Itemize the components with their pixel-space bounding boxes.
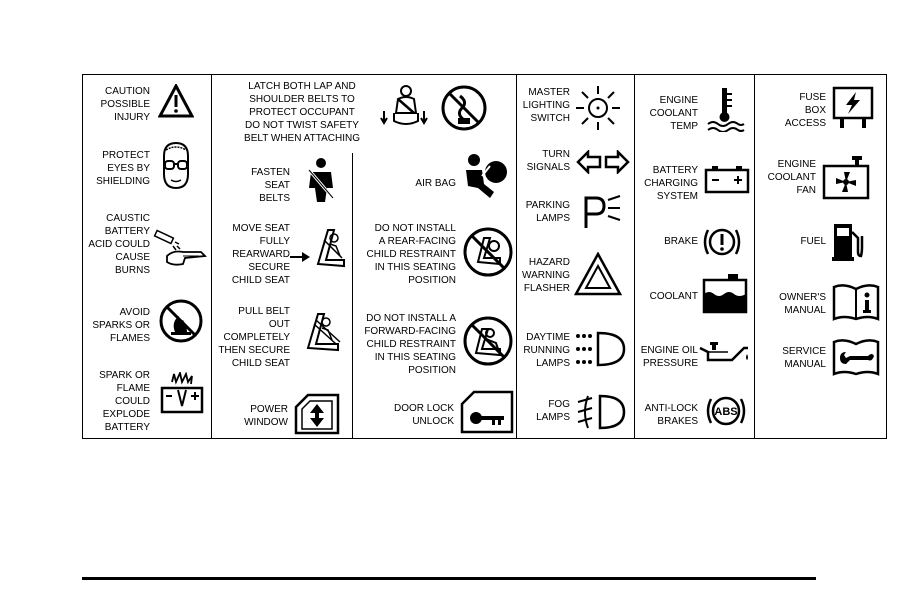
- airbag-icon: [460, 152, 512, 200]
- no-forward-child-seat-icon: [462, 315, 514, 367]
- airbag-row: [400, 177, 456, 190]
- airbag-label: AIR BAG: [415, 178, 456, 189]
- parking-lamps-icon: [582, 194, 622, 230]
- no-twist-belt-icon: [440, 84, 488, 132]
- fuse-box-icon: [830, 86, 876, 130]
- pull-belt-row: [214, 305, 290, 370]
- lighting-switch-icon: [574, 84, 622, 132]
- acid-hand-icon: [153, 226, 209, 270]
- rear-facing-label: DO NOT INSTALL A REAR-FACING CHILD RESTRAINT IN THIS SEATING POSITION: [366, 223, 456, 286]
- seatbelt-icon: [297, 156, 343, 206]
- owners-manual-label: OWNER'S MANUAL: [779, 292, 826, 316]
- fog-lamps-row: [520, 398, 570, 424]
- coolant-temp-label: ENGINE COOLANT TEMP: [649, 95, 698, 132]
- power-window-row: [228, 403, 288, 429]
- fasten-belts-label: FASTEN SEAT BELTS: [251, 167, 290, 204]
- coolant-label: COOLANT: [649, 291, 698, 302]
- battery-row: [640, 164, 698, 203]
- caustic-label: CAUSTIC BATTERY ACID COULD CAUSE BURNS: [88, 213, 150, 276]
- service-manual-label: SERVICE MANUAL: [782, 346, 826, 370]
- latch-belts-row: [240, 80, 364, 145]
- master-lighting-label: MASTER LIGHTING SWITCH: [522, 87, 570, 124]
- turn-signals-label: TURN SIGNALS: [526, 149, 570, 173]
- brake-warning-icon: [700, 225, 744, 259]
- child-seat-rearward-icon: [288, 224, 350, 270]
- parking-lamps-row: [520, 199, 570, 225]
- hazard-label: HAZARD WARNING FLASHER: [522, 257, 570, 294]
- fuel-pump-icon: [832, 222, 864, 262]
- column-divider: [352, 153, 353, 439]
- coolant-fan-label: ENGINE COOLANT FAN: [767, 159, 816, 196]
- owners-manual-row: [770, 291, 826, 317]
- brake-label: BRAKE: [664, 236, 698, 247]
- service-manual-row: [770, 345, 826, 371]
- turn-arrows-icon: [576, 150, 630, 174]
- coolant-fan-icon: [822, 154, 872, 200]
- latch-belts-label: LATCH BOTH LAP AND SHOULDER BELTS TO PROTECT OCCUPANT DO NOT TWIST SAFETY BELT WHEN ATTACHING: [244, 81, 360, 144]
- fog-lamps-icon: [576, 394, 626, 430]
- column-divider: [516, 74, 517, 439]
- drl-label: DAYTIME RUNNING LAMPS: [523, 332, 570, 369]
- column-divider: [754, 74, 755, 439]
- turn-signals-row: [520, 148, 570, 174]
- battery-explosion-icon: [158, 372, 206, 416]
- fuel-label: FUEL: [800, 236, 826, 247]
- brake-row: [640, 235, 698, 248]
- fuel-row: [780, 235, 826, 248]
- explode-row: [86, 369, 150, 434]
- fuse-box-row: [770, 91, 826, 130]
- coolant-temp-icon: [704, 86, 746, 132]
- caution-row: [86, 85, 150, 124]
- fasten-belts-row: [220, 166, 290, 205]
- battery-label: BATTERY CHARGING SYSTEM: [644, 165, 698, 202]
- move-seat-label: MOVE SEAT FULLY REARWARD SECURE CHILD SEAT: [231, 223, 290, 286]
- hazard-triangle-icon: [574, 252, 622, 296]
- oil-pressure-row: [638, 344, 698, 370]
- door-lock-label: DOOR LOCK UNLOCK: [393, 403, 454, 427]
- sparks-label: AVOID SPARKS OR FLAMES: [92, 307, 150, 344]
- seated-belt-icon: [378, 83, 430, 135]
- battery-icon: [704, 164, 750, 194]
- coolant-temp-row: [640, 94, 698, 133]
- fog-lamps-label: FOG LAMPS: [536, 399, 570, 423]
- no-flames-icon: [157, 298, 205, 344]
- column-divider: [634, 74, 635, 439]
- coolant-row: [640, 290, 698, 303]
- door-lock-icon: [460, 390, 514, 434]
- no-rear-child-seat-icon: [462, 226, 514, 278]
- child-seat-belt-icon: [296, 308, 348, 354]
- power-window-label: POWER WINDOW: [244, 404, 288, 428]
- eyes-row: [86, 149, 150, 188]
- door-lock-row: [380, 402, 454, 428]
- explode-label: SPARK OR FLAME COULD EXPLODE BATTERY: [99, 370, 150, 433]
- abs-label: ANTI-LOCK BRAKES: [644, 403, 698, 427]
- column-divider: [211, 74, 212, 439]
- abs-warning-icon: [704, 394, 748, 428]
- daytime-lamps-icon: [574, 330, 630, 368]
- forward-facing-row: [356, 312, 456, 377]
- owners-manual-icon: [832, 281, 880, 321]
- eyes-label: PROTECT EYES BY SHIELDING: [96, 150, 150, 187]
- drl-row: [520, 331, 570, 370]
- caution-label: CAUTION POSSIBLE INJURY: [100, 86, 150, 123]
- move-seat-row: [222, 222, 290, 287]
- pull-belt-label: PULL BELT OUT COMPLETELY THEN SECURE CHILD SEAT: [218, 306, 290, 369]
- caustic-row: [86, 212, 150, 277]
- goggles-face-icon: [158, 140, 194, 192]
- service-manual-icon: [832, 336, 880, 376]
- sparks-row: [86, 306, 150, 345]
- parking-lamps-label: PARKING LAMPS: [525, 200, 570, 224]
- abs-text: ABS: [714, 406, 738, 418]
- coolant-fan-row: [766, 158, 816, 197]
- bottom-rule: [82, 577, 816, 580]
- hazard-row: [520, 256, 570, 295]
- oil-can-icon: [698, 338, 750, 368]
- caution-triangle-icon: [158, 84, 194, 118]
- rear-facing-row: [356, 222, 456, 287]
- oil-pressure-label: ENGINE OIL PRESSURE: [640, 345, 698, 369]
- coolant-reservoir-icon: [702, 272, 748, 314]
- abs-row: [640, 402, 698, 428]
- power-window-icon: [294, 393, 340, 435]
- master-lighting-row: [520, 86, 570, 125]
- fuse-box-label: FUSE BOX ACCESS: [784, 92, 826, 129]
- forward-facing-label: DO NOT INSTALL A FORWARD-FACING CHILD RESTRAINT IN THIS SEATING POSITION: [364, 313, 456, 376]
